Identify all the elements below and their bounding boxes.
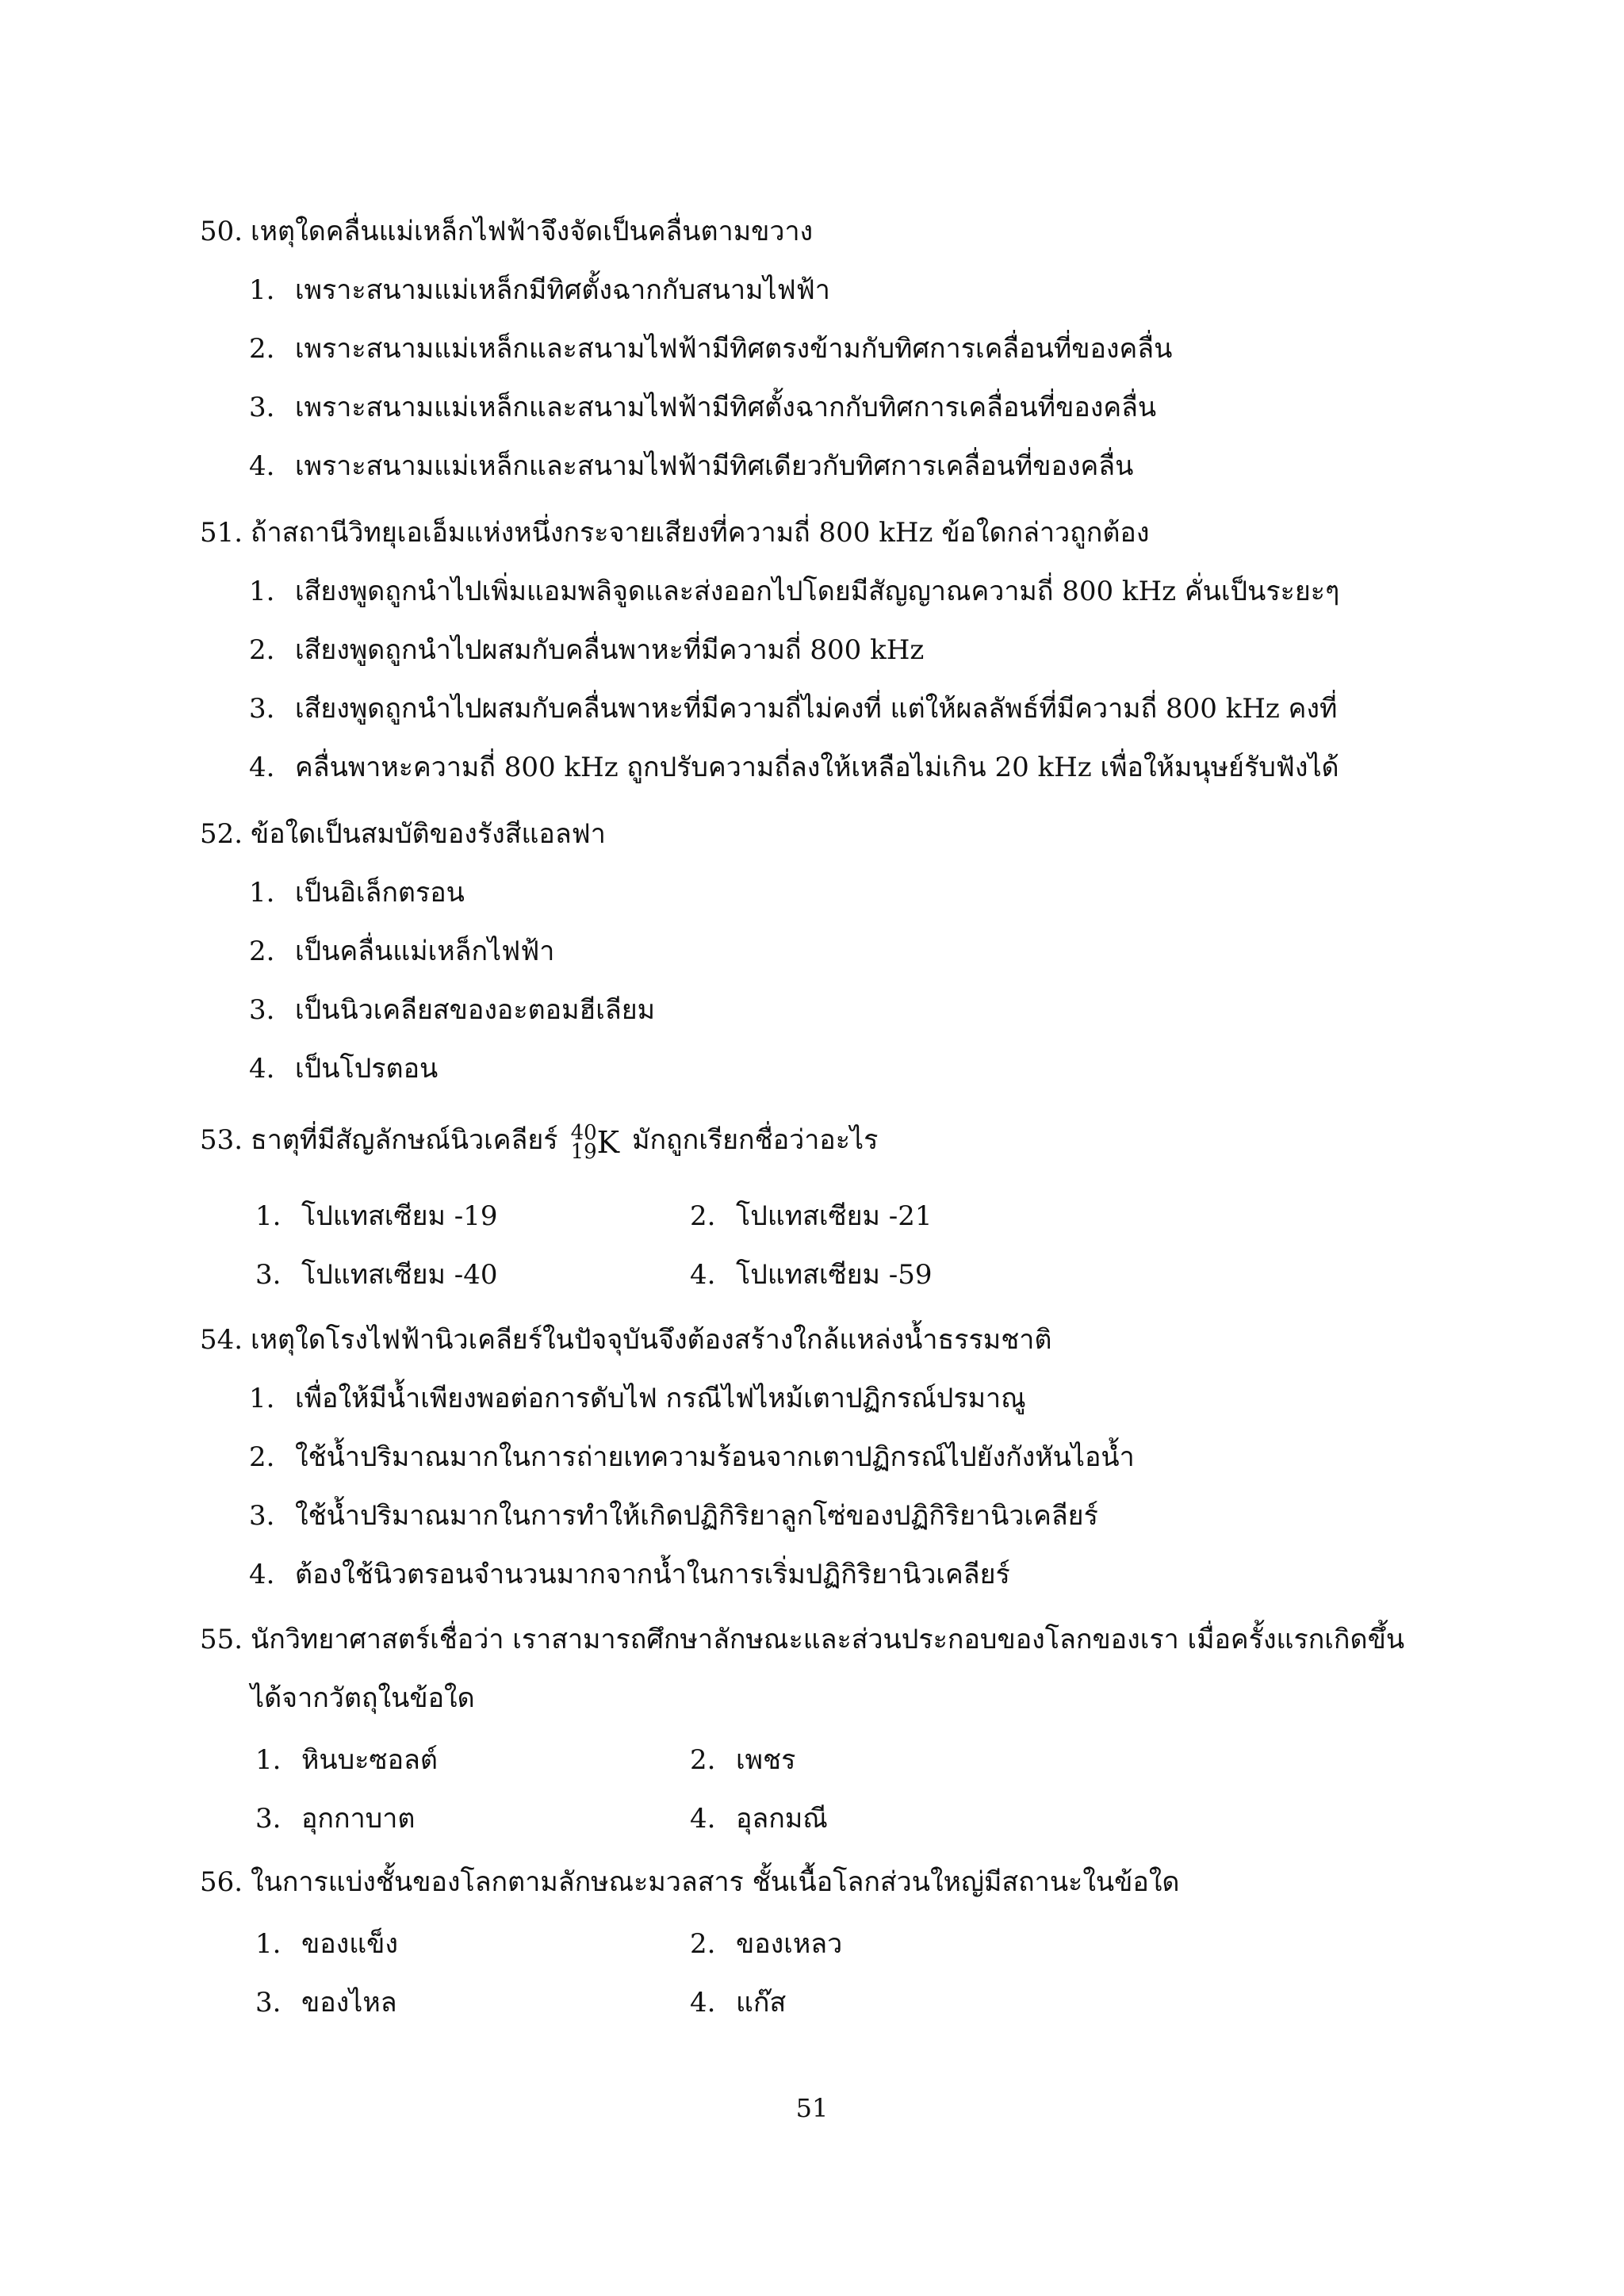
choice: [255, 1925, 398, 1963]
choice-text: แก๊ส: [736, 1987, 787, 2019]
atomic-number: 19: [570, 1140, 597, 1164]
choice-text: เพราะสนามแม่เหล็กและสนามไฟฟ้ามีทิศตรงข้ามกับทิศการเคลื่อนที่ของคลื่น: [295, 333, 1173, 365]
choice-text: ต้องใช้นิวตรอนจำนวนมากจากน้ำในการเริ่มปฏิกิริยานิวเคลียร์: [295, 1559, 1010, 1590]
element-symbol: K: [596, 1125, 620, 1160]
choice: [249, 572, 1339, 610]
choice: [255, 1741, 438, 1779]
choice-text: คลื่นพาหะความถี่ 800 kHz ถูกปรับความถี่ลงให้เหลือไม่เกิน 20 kHz เพื่อให้มนุษย์รับฟังได้: [295, 752, 1339, 783]
choice: [249, 748, 1339, 786]
mass-number: 40: [570, 1121, 597, 1145]
choice-number: 3.: [249, 392, 275, 423]
choice-text: เพื่อให้มีน้ำเพียงพอต่อการดับไฟ กรณีไฟไหม้เตาปฏิกรณ์ปรมาณู: [295, 1383, 1026, 1414]
choice: [690, 1741, 795, 1779]
choice-text: เป็นอิเล็กตรอน: [295, 877, 465, 909]
choice-number: 1.: [249, 274, 275, 306]
question-number: 53.: [200, 1124, 243, 1156]
question-number: 50.: [200, 216, 243, 247]
choice-text: โปแทสเซียม -59: [736, 1259, 933, 1291]
choice: [690, 1256, 933, 1294]
choice-text: เสียงพูดถูกนำไปเพิ่มแอมพลิจูดและส่งออกไปโดยมีสัญญาณความถี่ 800 kHz คั่นเป็นระยะๆ: [295, 576, 1340, 607]
question-number: 54.: [200, 1324, 243, 1356]
question-text: ข้อใดเป็นสมบัติของรังสีแอลฟา: [251, 818, 606, 850]
choice-number: 1.: [249, 1383, 275, 1414]
question-stem: [200, 212, 813, 251]
choice-number: 4.: [249, 1053, 275, 1085]
choice-text: เพราะสนามแม่เหล็กและสนามไฟฟ้ามีทิศเดียวกับทิศการเคลื่อนที่ของคลื่น: [295, 450, 1134, 482]
choice-number: 3.: [249, 994, 275, 1026]
choice-number: 2.: [690, 1928, 716, 1960]
choice-number: 4.: [690, 1803, 716, 1835]
question-text: ธาตุที่มีสัญลักษณ์นิวเคลียร์: [251, 1124, 558, 1156]
choice-text: ของเหลว: [736, 1928, 843, 1960]
question-number: 52.: [200, 818, 243, 850]
choice-text: เป็นคลื่นแม่เหล็กไฟฟ้า: [295, 936, 555, 967]
choice: [249, 1497, 1098, 1535]
choice-number: 2.: [249, 1441, 275, 1473]
choice: [249, 874, 465, 912]
choice-number: 2.: [690, 1200, 716, 1232]
choice: [249, 388, 1156, 427]
choice: [690, 1800, 828, 1838]
question-text: นักวิทยาศาสตร์เชื่อว่า เราสามารถศึกษาลักษณะและส่วนประกอบของโลกของเรา เมื่อครั้งแรกเกิดขึ้น: [251, 1624, 1405, 1655]
choice-text: เพชร: [736, 1744, 796, 1776]
choice-number: 2.: [249, 936, 275, 967]
choice-number: 3.: [255, 1803, 282, 1835]
question-number: 51.: [200, 517, 243, 549]
choice: [249, 271, 830, 309]
choice: [249, 631, 924, 669]
choice-text: ของไหล: [301, 1987, 397, 2019]
choice: [690, 1984, 786, 2022]
choice-number: 3.: [255, 1987, 282, 2019]
choice: [255, 1197, 498, 1235]
choice-text: เสียงพูดถูกนำไปผสมกับคลื่นพาหะที่มีความถี่ไม่คงที่ แต่ให้ผลลัพธ์ที่มีความถี่ 800 kHz คงที่: [295, 693, 1338, 725]
choice-number: 2.: [249, 634, 275, 666]
question-stem: [200, 1863, 1180, 1901]
choice: [249, 330, 1172, 368]
question-stem: [200, 1321, 1051, 1359]
choice-text: ใช้น้ำปริมาณมากในการทำให้เกิดปฏิกิริยาลูกโซ่ของปฏิกิริยานิวเคลียร์: [295, 1500, 1098, 1532]
choice-number: 1.: [249, 877, 275, 909]
choice-text: โปแทสเซียม -40: [301, 1259, 498, 1291]
choice-text: หินบะซอลต์: [301, 1744, 438, 1776]
choice: [690, 1925, 842, 1963]
choice-number: 1.: [255, 1200, 282, 1232]
question-number: 55.: [200, 1624, 243, 1655]
question-stem: [200, 514, 1149, 552]
nuclide-symbol: [571, 1117, 619, 1166]
choice-number: 1.: [255, 1744, 282, 1776]
question-stem: [200, 1621, 1404, 1659]
choice-number: 4.: [249, 1559, 275, 1590]
choice-text: เป็นนิวเคลียสของอะตอมฮีเลียม: [295, 994, 656, 1026]
choice: [690, 1197, 933, 1235]
question-stem: [200, 1116, 878, 1164]
choice: [249, 991, 655, 1029]
choice-text: โปแทสเซียม -21: [736, 1200, 933, 1232]
choice: [249, 1050, 438, 1088]
choice-text: เพราะสนามแม่เหล็กมีทิศตั้งฉากกับสนามไฟฟ้า: [295, 274, 830, 306]
choice-number: 2.: [690, 1744, 716, 1776]
question-text: ถ้าสถานีวิทยุเอเอ็มแห่งหนึ่งกระจายเสียงที่ความถี่ 800 kHz ข้อใดกล่าวถูกต้อง: [251, 517, 1150, 549]
choice: [249, 1438, 1135, 1476]
question-stem: [200, 815, 606, 853]
choice-text: เสียงพูดถูกนำไปผสมกับคลื่นพาหะที่มีความถี่ 800 kHz: [295, 634, 925, 666]
question-text: ในการแบ่งชั้นของโลกตามลักษณะมวลสาร ชั้นเนื้อโลกส่วนใหญ่มีสถานะในข้อใด: [251, 1866, 1180, 1898]
choice: [249, 690, 1337, 728]
choice-text: โปแทสเซียม -19: [301, 1200, 498, 1232]
choice-number: 4.: [249, 752, 275, 783]
choice-number: 2.: [249, 333, 275, 365]
choice: [249, 1380, 1026, 1418]
choice-text: ของแข็ง: [301, 1928, 399, 1960]
choice-number: 3.: [255, 1259, 282, 1291]
choice-text: เป็นโปรตอน: [295, 1053, 439, 1085]
choice-text: เพราะสนามแม่เหล็กและสนามไฟฟ้ามีทิศตั้งฉากกับทิศการเคลื่อนที่ของคลื่น: [295, 392, 1157, 423]
question-number: 56.: [200, 1866, 243, 1898]
choice-number: 4.: [249, 450, 275, 482]
choice-number: 3.: [249, 1500, 275, 1532]
question-text-continued: ได้จากวัตถุในข้อใด: [251, 1682, 475, 1714]
choice-number: 4.: [690, 1987, 716, 2019]
choice-text: อุกกาบาต: [301, 1803, 416, 1835]
question-text: เหตุใดโรงไฟฟ้านิวเคลียร์ในปัจจุบันจึงต้องสร้างใกล้แหล่งน้ำธรรมชาติ: [251, 1324, 1052, 1356]
choice-number: 1.: [249, 576, 275, 607]
question-text: เหตุใดคลื่นแม่เหล็กไฟฟ้าจึงจัดเป็นคลื่นตามขวาง: [251, 216, 814, 247]
choice: [249, 447, 1133, 485]
choice: [249, 1556, 1010, 1594]
choice-text: ใช้น้ำปริมาณมากในการถ่ายเทความร้อนจากเตาปฏิกรณ์ไปยังกังหันไอน้ำ: [295, 1441, 1135, 1473]
choice-number: 4.: [690, 1259, 716, 1291]
choice: [255, 1256, 498, 1294]
choice: [249, 932, 554, 970]
choice: [255, 1984, 397, 2022]
choice-number: 1.: [255, 1928, 282, 1960]
page-number: 51: [795, 2093, 829, 2123]
choice-text: อุลกมณี: [736, 1803, 828, 1835]
choice: [255, 1800, 415, 1838]
question-text-tail: มักถูกเรียกชื่อว่าอะไร: [632, 1124, 879, 1156]
choice-number: 3.: [249, 693, 275, 725]
